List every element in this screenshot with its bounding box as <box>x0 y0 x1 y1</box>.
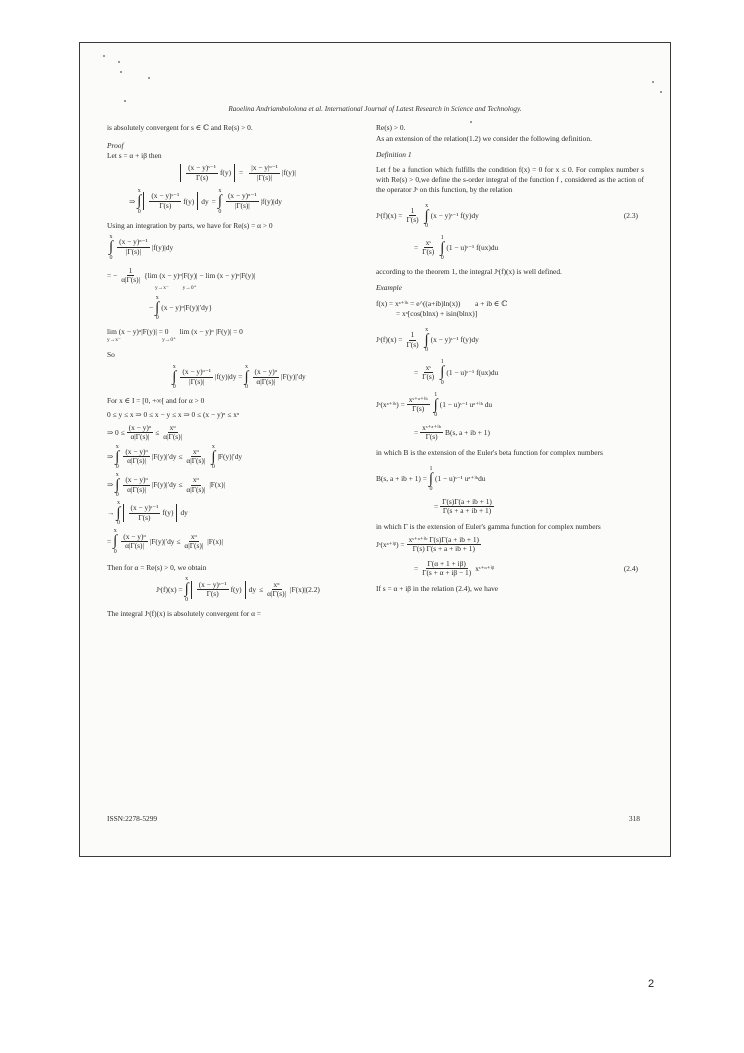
paragraph: Let s = α + iβ then <box>107 150 162 160</box>
paragraph: For x ∈ I = [0, +∞[ and for α > 0 <box>107 396 205 406</box>
proof-heading: Proof <box>107 140 124 150</box>
equation-number: (2.3) <box>623 210 638 220</box>
paragraph: The integral Jˢ(f)(x) is absolutely convergent for α = <box>107 608 261 618</box>
integral-sign: x ∫ 0 <box>137 188 142 215</box>
integral-sign: x ∫ 0 <box>109 234 114 261</box>
equation: Jˢ(f)(x) = $\frac{1}{\Gamma(s)}$ x ∫ 0 (x − y)ˢ⁻¹ f(y)dy (2.3) <box>376 203 644 229</box>
scan-speck <box>660 91 662 93</box>
fraction: $\frac{\Gamma(\alpha + 1 + i\beta)}{\Gamma(s + \alpha + i\beta - 1)}$ <box>422 558 472 578</box>
integral-sign: x ∫ 0 <box>424 327 429 354</box>
fraction: $\frac{1}{\alpha|\Gamma(s)|}$ <box>121 265 141 285</box>
fraction: $\frac{\text{xᵅ}}{\alpha|\Gamma(s)|}$ <box>186 475 206 494</box>
fraction: $\frac{\text{(x − y)ˢ⁻¹}}{\Gamma(s)}$ <box>130 503 159 522</box>
fraction: $\frac{\text{(x − y)ᵅ}}{\alpha|\Gamma(s)|}$ <box>128 422 152 442</box>
paragraph: As an extension of the relation(1.2) we consider the following definition. <box>376 133 592 143</box>
inequality: 0 ≤ y ≤ x ⇒ 0 ≤ x − y ≤ x ⇒ 0 ≤ (x − y)ᵅ ≤ xᵅ <box>107 409 240 419</box>
scan-speck <box>103 55 105 57</box>
fraction: $\frac{\text{(x − y)ˢ⁻¹}}{\Gamma(s)}$ <box>198 579 227 599</box>
limit-equation: lim (x − y)ᵅ|F(y)| = 0 lim (x − y)ᵅ |F(y)| = 0 <box>107 327 243 337</box>
paragraph: If s = α + iβ in the relation (2.4), we have <box>376 583 499 593</box>
equation: ⇒ x ∫ 0 $\frac{\text{(x − y)ˢ⁻¹}}{\Gamma(s)}$ f(y) dy = x ∫ 0 $\frac{\text{(x − y)ᵅ⁻¹}}{|\Gamma(s)|}$ |f(y)|dy <box>129 188 283 215</box>
equation: Jˢ(xᵃ⁺ⁱᵝ) = $\frac{\text{xˢ⁺ᵃ⁺ⁱᵇ Γ(s)Γ(a + ib + 1)}}{\Gamma(s) \Gamma(s + a + ib + 1)}$ <box>376 534 480 554</box>
example-heading: Example <box>376 282 402 292</box>
integral-sign: 1 ∫ 0 <box>440 234 445 262</box>
fraction: $\frac{\text{(x − y)ᵅ}}{\alpha|\Gamma(s)|}$ <box>123 531 146 551</box>
equation: f(x) = xᵃ⁺ⁱᵇ = e^((a+ib)ln(x)) a + ib ∈ ℂ <box>376 298 508 308</box>
equation: x ∫ 0 $\frac{\text{(x − y)ᵅ⁻¹}}{|\Gamma(s)|}$ |f(y)|dy <box>109 234 174 261</box>
fraction: $\frac{\text{xᵅ}}{\alpha|\Gamma(s)|}$ <box>163 422 183 442</box>
limit-subscripts: y→x⁻ y→0⁺ <box>107 336 177 343</box>
fraction: $\frac{\text{(x − y)ˢ⁻¹}}{\Gamma(s)}$ <box>151 191 180 210</box>
paragraph: in which B is the extension of the Euler's beta function for complex numbers <box>376 447 603 457</box>
fraction: $\frac{\Gamma(s)\Gamma(a + ib + 1)}{\Gamma(s + a + ib + 1)}$ <box>442 496 492 516</box>
equation: ⇒ 0 ≤ $\frac{\text{(x − y)ᵅ}}{\alpha|\Gamma(s)|}$ ≤ $\frac{\text{xᵅ}}{\alpha|\Gamma(s)|}$ <box>107 422 183 442</box>
paragraph: according to the theorem 1, the integral Jˢ(f)(x) is well defined. <box>376 267 562 277</box>
left-column <box>107 123 369 623</box>
paragraph: Using an integration by parts, we have for Re(s) = α > 0 <box>107 220 273 230</box>
fraction: $\frac{\text{(x − y)ˢ⁻¹}}{\Gamma(s)}$ <box>188 163 216 182</box>
integral-sign: x ∫ 0 <box>116 500 121 527</box>
scan-speck <box>652 81 654 83</box>
fraction: $\frac{\text{xˢ}}{\Gamma(s)}$ <box>422 237 435 257</box>
scan-speck <box>148 77 150 79</box>
abs-bars: $\frac{\text{(x − y)ˢ⁻¹}}{\Gamma(s)}$ f(y) <box>143 192 198 210</box>
fraction: $\frac{1}{\Gamma(s)}$ <box>406 330 419 349</box>
scan-speck <box>118 61 120 63</box>
equation: = x ∫ 0 $\frac{\text{(x − y)ᵅ}}{\alpha|\Gamma(s)|}$ |F(y)|′dy ≤ $\frac{\text{xᵅ}}{\alpha|\Gamma(s)|}$ |F(x)| <box>107 528 223 555</box>
equation: Jˢ(f)(x) = $\frac{1}{\Gamma(s)}$ x ∫ 0 (x − y)ˢ⁻¹ f(y)dy <box>376 327 479 354</box>
equation: → x ∫ 0 $\frac{\text{(x − y)ˢ⁻¹}}{\Gamma(s)}$ f(y) dy <box>107 500 188 527</box>
equation: B(s, a + ib + 1) = 1 ∫ 0 (1 − u)ˢ⁻¹ uᵃ⁺ⁱᵇdu <box>376 465 486 492</box>
paragraph: is absolutely convergent for s ∈ ℂ and Re(s) > 0. <box>107 123 253 132</box>
integral-sign: 1 ∫ 0 <box>428 465 433 492</box>
integral-sign: x ∫ 0 <box>244 363 249 391</box>
equation: Jˢ(f)(x) = x ∫ 0 $\frac{\text{(x − y)ˢ⁻¹}}{\Gamma(s)}$ f(y) dy ≤ $\frac{\text{xᵅ}}{\alpha|\Gamma(s)|}$ |F(x)|(2.2) <box>156 576 320 603</box>
issn: ISSN:2278-5299 <box>107 814 158 823</box>
definition-heading: Definition 1 <box>376 149 412 159</box>
integral-sign: 1 ∫ 0 <box>433 391 438 418</box>
limit-subscripts: y→x⁻ y→0⁺ <box>155 284 197 291</box>
integral-sign: 1 ∫ 0 <box>440 359 445 386</box>
fraction: $\frac{\text{(x − y)ᵅ}}{\alpha|\Gamma(s)|}$ <box>125 475 148 494</box>
equation: − x ∫ 0 (x − y)ᵅ|F(y)|′dy} <box>149 294 213 322</box>
equation: Jˢ(xᵃ⁺ⁱᵇ) = $\frac{\text{xˢ⁺ᵃ⁺ⁱᵇ}}{\Gamma(s)}$ 1 ∫ 0 (1 − u)ˢ⁻¹ uᵃ⁺ⁱᵇ du <box>376 391 493 418</box>
fraction: $\frac{\text{(x − y)ᵅ⁻¹}}{|\Gamma(s)|}$ <box>182 367 211 386</box>
scanned-journal-page <box>79 42 671 857</box>
equation: = xᵃ[cos(blnx) + isin(blnx)] <box>396 309 478 319</box>
equation: $\frac{\text{(x − y)ˢ⁻¹}}{\Gamma(s)}$ f(y) = $\frac{\text{|x − y|ᵅ⁻¹}}{|\Gamma(s)|}$ |f(y)| <box>107 164 369 182</box>
fraction: $\frac{\text{xˢ⁺ᵃ⁺ⁱᵇ}}{\Gamma(s)}$ <box>408 394 428 414</box>
equation: = − $\frac{1}{\alpha|\Gamma(s)|}$ {lim (x − y)ᵅ|F(y)| − lim (x − y)ᵅ|F(y)| <box>107 265 256 285</box>
equation: = $\frac{\Gamma(\alpha + 1 + i\beta)}{\Gamma(s + \alpha + i\beta - 1)}$ xˢ⁺ᵅ⁺ⁱᵝ (2.4) <box>376 560 644 578</box>
paragraph: So <box>107 350 115 360</box>
fraction: $\frac{\text{(x − y)ᵅ}}{\alpha|\Gamma(s)|}$ <box>125 446 148 466</box>
integral-sign: x ∫ 0 <box>113 528 118 555</box>
abs-bars: $\frac{\text{(x − y)ˢ⁻¹}}{\Gamma(s)}$ f(y) <box>123 504 178 522</box>
fraction: $\frac{1}{\Gamma(s)}$ <box>406 205 419 225</box>
scan-speck <box>120 71 122 73</box>
equation: x ∫ 0 $\frac{\text{(x − y)ᵅ⁻¹}}{|\Gamma(s)|}$ |f(y)|dy = x ∫ 0 $\frac{\text{(x − y)ᵅ}}{\alpha|\Gamma(s)|}$ |F(y)|′dy <box>172 363 306 391</box>
fraction: $\frac{\text{(x − y)ᵅ⁻¹}}{|\Gamma(s)|}$ <box>119 237 148 256</box>
integral-sign: x ∫ 0 <box>217 188 222 215</box>
fraction: $\frac{\text{(x − y)ᵅ}}{\alpha|\Gamma(s)|}$ <box>254 367 278 386</box>
paragraph: Then for α = Re(s) > 0, we obtain <box>107 562 207 572</box>
equation: ⇒ x ∫ 0 $\frac{\text{(x − y)ᵅ}}{\alpha|\Gamma(s)|}$ |F(y)|′dy ≤ $\frac{\text{xᵅ}}{\alpha|\Gamma(s)|}$ |F(x)| <box>107 471 226 499</box>
fraction: $\frac{\text{xˢ⁺ᵃ⁺ⁱᵇ Γ(s)Γ(a + ib + 1)}}{\Gamma(s) \Gamma(s + a + ib + 1)}$ <box>408 534 480 554</box>
equation: ⇒ x ∫ 0 $\frac{\text{(x − y)ᵅ}}{\alpha|\Gamma(s)|}$ |F(y)|′dy ≤ $\frac{\text{xᵅ}}{\alpha|\Gamma(s)|}$ x ∫ 0 |F(y)|′dy <box>107 443 243 470</box>
paragraph: Let f be a function which fulfills the condition f(x) = 0 for x ≤ 0. For complex number s with Re(s) > 0,we define the s-order integral of the function f , considered as the action of the operator Jˢ on this function, by the relation <box>376 165 644 194</box>
fraction: $\frac{\text{(x − y)ᵅ⁻¹}}{|\Gamma(s)|}$ <box>227 191 257 210</box>
abs-bars: $\frac{\text{(x − y)ˢ⁻¹}}{\Gamma(s)}$ f(y) <box>191 581 246 599</box>
fraction: $\frac{\text{xᵅ}}{\alpha|\Gamma(s)|}$ <box>184 531 204 551</box>
integral-sign: x ∫ 0 <box>211 443 216 470</box>
integral-sign: x ∫ 0 <box>115 471 120 499</box>
equation: = $\frac{\text{xˢ}}{\Gamma(s)}$ 1 ∫ 0 (1 − u)ˢ⁻¹ f(ux)du <box>414 234 499 262</box>
right-column <box>376 123 644 598</box>
journal-page-number: 318 <box>628 814 640 823</box>
equation: = $\frac{\text{xˢ⁺ᵃ⁺ⁱᵇ}}{\Gamma(s)}$ B(s, a + ib + 1) <box>414 422 490 442</box>
journal-header: Raoelina Andriambololona et al. International Journal of Latest Research in Science and Technology. <box>228 105 522 113</box>
integral-sign: x ∫ 0 <box>424 202 429 229</box>
integral-sign: x ∫ 0 <box>115 443 120 470</box>
fraction: $\frac{\text{xᵅ}}{\alpha|\Gamma(s)|}$ <box>186 446 206 466</box>
fraction: $\frac{\text{xˢ}}{\Gamma(s)}$ <box>422 362 435 382</box>
fraction: $\frac{\text{xᵅ}}{\alpha|\Gamma(s)|}$ <box>267 579 287 599</box>
fraction: $\frac{\text{xˢ⁺ᵃ⁺ⁱᵇ}}{\Gamma(s)}$ <box>422 422 442 442</box>
page-number: 2 <box>648 978 655 990</box>
scan-speck <box>124 100 126 102</box>
integral-sign: x ∫ 0 <box>172 363 177 391</box>
integral-sign: x ∫ 0 <box>184 576 189 603</box>
integral-sign: x ∫ 0 <box>155 294 160 322</box>
paragraph: Re(s) > 0. <box>376 123 406 132</box>
equation-number: (2.4) <box>623 563 638 573</box>
equation: = $\frac{\Gamma(s)\Gamma(a + ib + 1)}{\Gamma(s + a + ib + 1)}$ <box>434 496 492 516</box>
fraction: $\frac{\text{|x − y|ᵅ⁻¹}}{|\Gamma(s)|}$ <box>251 163 278 182</box>
equation: = $\frac{\text{xˢ}}{\Gamma(s)}$ 1 ∫ 0 (1 − u)ˢ⁻¹ f(ux)du <box>414 359 499 386</box>
abs-bars: $\frac{\text{(x − y)ˢ⁻¹}}{\Gamma(s)}$ f(y) <box>180 164 235 182</box>
paragraph: in which Γ is the extension of Euler's gamma function for complex numbers <box>376 521 601 531</box>
